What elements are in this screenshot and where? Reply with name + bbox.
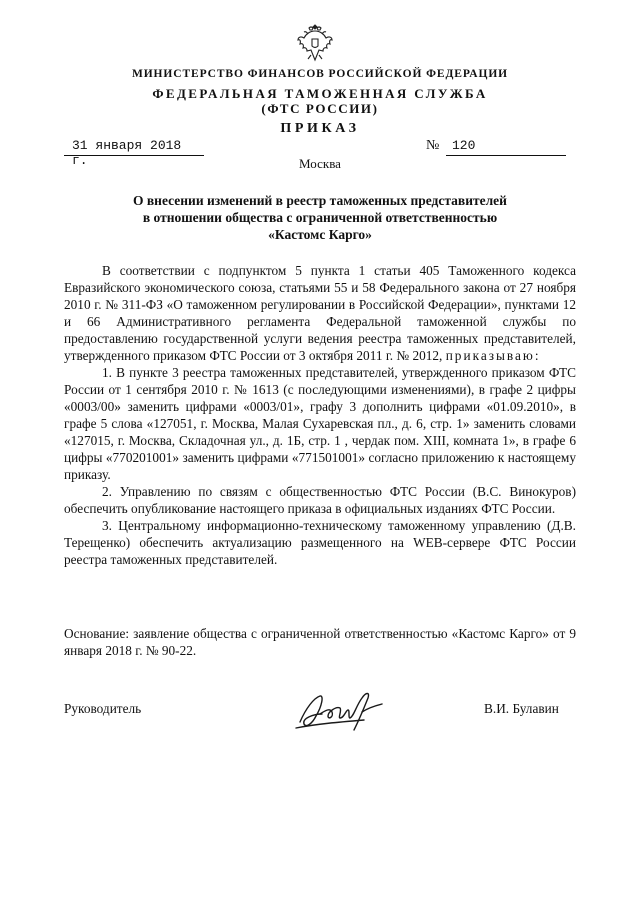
preamble-text: В соответствии с подпунктом 5 пункта 1 статьи 405 Таможенного кодекса Евразийского экономического союза, статьями 55 и 58 Федерального закона от 27 ноября 2010 г. № 311-ФЗ «О таможенном регулировании в Российской Федерации», пунктами 12 и 66 Административного регламента Федеральной таможенной службы по предоставлению государственной услуги ведения реестра таможенных представителей, утвержденного приказом ФТС России от 3 октября 2011 г. № 2012, (64, 263, 576, 363)
subject-line: «Кастомс Карго» (268, 227, 372, 242)
city: Москва (299, 156, 341, 171)
order-subject (60, 192, 580, 243)
number-sign: № (426, 138, 440, 153)
order-word: приказываю: (445, 348, 541, 363)
order-body (64, 262, 576, 568)
order-item-2: 2. Управлению по связям с общественностью ФТС России (В.С. Винокуров) обеспечить опубликование настоящего приказа в официальных изданиях ФТС России. (64, 484, 576, 516)
order-item-1: 1. В пункте 3 реестра таможенных представителей, утвержденного приказом ФТС России от 1 сентября 2010 г. № 1613 (с последующими изменениями), в графе 2 цифры «0003/00» заменить цифрами «0003/01», графу 3 дополнить цифрами «01.09.2010», в графе 5 слова «127051, г. Москва, Малая Сухаревская пл., д. 6, стр. 1» заменить словами «127015, г. Москва, Складочная ул., д. 1Б, стр. 1 , чердак пом. XIII, комната 1», в графе 6 цифры «770201001» заменить цифрами «771501001» согласно приложению к настоящему приказу. (64, 365, 576, 482)
subject-line: О внесении изменений в реестр таможенных представителей (133, 193, 507, 208)
service-name: ФЕДЕРАЛЬНАЯ ТАМОЖЕННАЯ СЛУЖБА (152, 86, 488, 101)
document-type: ПРИКАЗ (280, 121, 360, 136)
order-number-field (446, 137, 566, 156)
signatory-role: Руководитель (64, 701, 142, 716)
basis-paragraph: Основание: заявление общества с ограниченной ответственностью «Кастомс Карго» от 9 января 2018 г. № 90-22. (64, 626, 576, 658)
ministry-name: МИНИСТЕРСТВО ФИНАНСОВ РОССИЙСКОЙ ФЕДЕРАЦИИ (131, 68, 509, 80)
russian-emblem-icon (296, 22, 334, 64)
order-number: 120 (452, 138, 476, 153)
handwritten-signature-icon (292, 684, 388, 736)
preamble-paragraph (64, 262, 576, 364)
order-date-field (64, 137, 204, 168)
order-date: 31 января 2018 г. (72, 138, 182, 168)
service-abbreviation: (ФТС РОССИИ) (261, 101, 379, 116)
signatory-name: В.И. Булавин (484, 701, 559, 716)
subject-line: в отношении общества с ограниченной ответственностью (142, 210, 498, 225)
order-item-3: 3. Центральному информационно-техническому таможенному управлению (Д.В. Терещенко) обеспечить актуализацию размещенного на WEB-сервере ФТС России реестра таможенных представителей. (64, 518, 576, 567)
